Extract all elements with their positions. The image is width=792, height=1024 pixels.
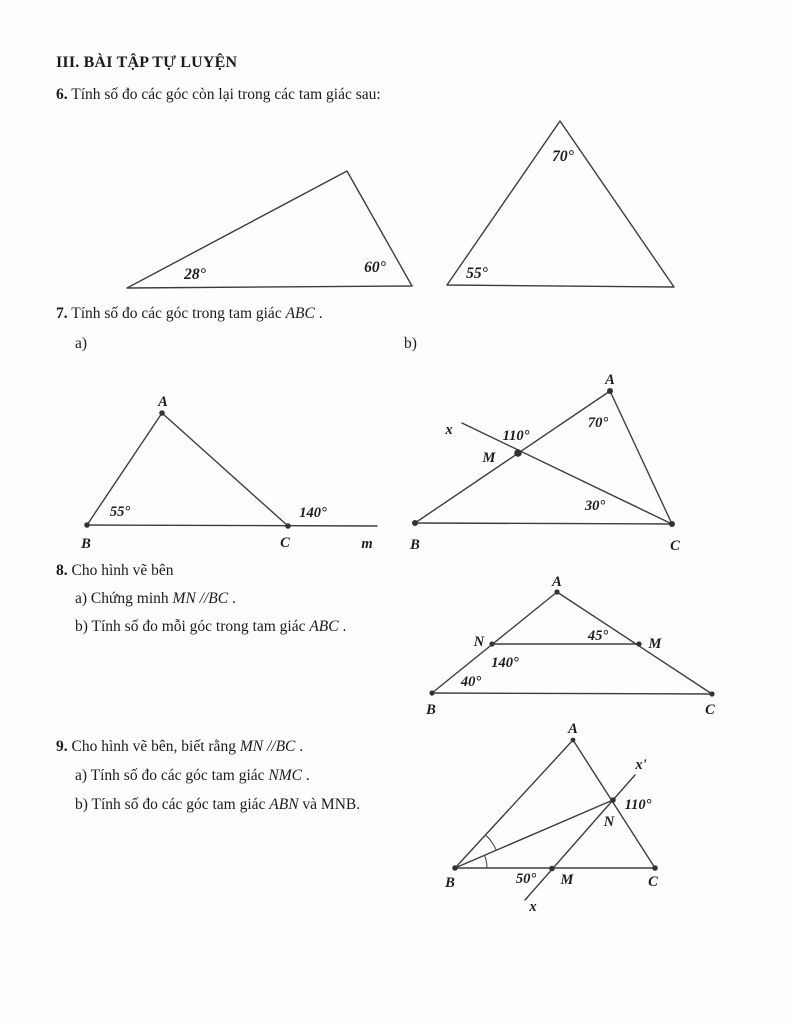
angle-55-label: 55° — [466, 265, 488, 282]
angle-40-label: 40° — [460, 674, 482, 690]
fig6-left-triangle — [95, 160, 425, 295]
vertex-dot-b — [412, 520, 418, 526]
part-b-suffix: . — [338, 618, 347, 635]
fig7b-triangle-abc — [395, 362, 695, 562]
point-dot-n — [610, 797, 616, 803]
part-b-prefix: b) Tính số đo mỗi góc trong tam giác — [75, 618, 310, 635]
angle-70-label: 70° — [587, 415, 609, 431]
problem6-number: 6. — [56, 86, 68, 103]
vertex-dot-c — [709, 691, 714, 696]
problem7-text: Tính số đo các góc trong tam giác — [67, 305, 286, 322]
fig8-triangle-abc-with-nm — [415, 572, 735, 722]
vertex-dot-a — [571, 738, 576, 743]
problem6-text: Tính số đo các góc còn lại trong các tam giác sau: — [67, 86, 381, 103]
line-x-xprime — [525, 775, 635, 900]
angle-50-label: 50° — [515, 871, 537, 887]
part-b-math: ABN — [269, 796, 299, 813]
line-b-to-a — [415, 391, 610, 523]
segment-bn — [455, 800, 613, 868]
angle-140-label: 140° — [491, 655, 519, 671]
side-bc — [415, 523, 672, 524]
angle-140-label: 140° — [299, 505, 327, 521]
fig9-triangle-abc-with-transversal — [428, 715, 700, 925]
base-line-bcm — [87, 525, 377, 526]
angle-110-label: 110° — [624, 797, 652, 813]
part-a-prefix: a) Tính số đo các góc tam giác — [75, 767, 269, 784]
point-dot-n — [489, 641, 494, 646]
angle-60-label: 60° — [364, 259, 386, 276]
angle-45-label: 45° — [587, 628, 609, 644]
problem9-statement — [56, 737, 303, 756]
fig6-right-triangle — [440, 112, 690, 294]
problem7-number: 7. — [56, 305, 68, 322]
vertex-c-label: C — [670, 538, 680, 554]
vertex-c-label: C — [705, 702, 715, 718]
problem9-suffix: . — [295, 738, 304, 755]
vertex-dot-b — [429, 690, 434, 695]
problem7-part-a-label: a) — [75, 335, 88, 352]
part-b-suffix: và MNB. — [298, 796, 361, 813]
problem9-text: Cho hình vẽ bên, biết rằng — [67, 738, 240, 755]
part-a-math: NMC — [268, 767, 302, 784]
point-dot-m — [514, 449, 522, 457]
problem9-part-b — [75, 795, 360, 814]
vertex-a-label: A — [158, 394, 168, 410]
angle-30-label: 30° — [584, 498, 606, 514]
vertex-dot-a — [159, 410, 165, 416]
vertex-a-label: A — [605, 372, 615, 388]
vertex-b-label: B — [410, 537, 420, 553]
vertex-dot-b — [452, 865, 458, 871]
vertex-b-label: B — [426, 702, 436, 718]
vertex-c-label: C — [280, 535, 290, 551]
vertex-b-label: B — [81, 536, 91, 552]
side-ac — [610, 391, 672, 524]
angle-arc-abn — [485, 835, 496, 850]
point-m-label: M — [560, 872, 574, 888]
problem7-suffix: . — [314, 305, 323, 322]
problem7-statement — [56, 304, 323, 323]
point-n-label: N — [473, 634, 485, 650]
angle-70-label: 70° — [552, 148, 574, 165]
ray-x-label: x — [529, 899, 537, 915]
part-b-prefix: b) Tính số đo các góc tam giác — [75, 796, 270, 813]
vertex-dot-c — [652, 865, 658, 871]
angle-28-label: 28° — [184, 266, 206, 283]
problem8-part-b — [75, 617, 346, 636]
angle-110-label: 110° — [502, 428, 530, 444]
vertex-a-label: A — [552, 574, 562, 590]
part-a-prefix: a) Chứng minh — [75, 590, 173, 607]
vertex-dot-a — [607, 388, 613, 394]
vertex-dot-c — [285, 523, 291, 529]
point-n-label: N — [603, 814, 615, 830]
side-ac — [162, 413, 288, 526]
part-a-math: MN //BC — [172, 590, 229, 607]
section-header: III. BÀI TẬP TỰ LUYỆN — [56, 54, 238, 71]
problem9-math: MN //BC — [239, 738, 296, 755]
point-dot-m — [549, 866, 555, 872]
point-m-label: M — [482, 450, 496, 466]
part-a-suffix: . — [302, 767, 310, 784]
point-dot-m — [636, 641, 641, 646]
side-ab — [455, 740, 573, 868]
problem7-part-b-label: b) — [404, 335, 417, 352]
ray-xprime-label: x' — [635, 757, 647, 773]
problem7-math: ABC — [285, 305, 315, 322]
vertex-dot-c — [669, 521, 675, 527]
part-b-math: ABC — [309, 618, 339, 635]
problem9-part-a — [75, 766, 310, 785]
fig7a-triangle-abc — [60, 385, 390, 560]
problem8-text: Cho hình vẽ bên — [67, 562, 174, 579]
ray-m-label: m — [361, 536, 373, 552]
vertex-a-label: A — [568, 721, 578, 737]
ray-x-label: x — [445, 422, 453, 438]
problem8-part-a — [75, 589, 236, 608]
side-ab — [432, 592, 557, 693]
problem8-number: 8. — [56, 562, 68, 579]
vertex-c-label: C — [648, 874, 658, 890]
angle-55-label: 55° — [109, 504, 131, 520]
line-c-to-x — [462, 423, 672, 524]
point-m-label: M — [648, 636, 662, 652]
problem9-number: 9. — [56, 738, 68, 755]
problem6-statement — [56, 85, 381, 104]
angle-arc-nbc — [484, 855, 487, 868]
side-bc — [432, 693, 712, 694]
problem8-statement — [56, 561, 174, 580]
part-a-suffix: . — [228, 590, 236, 607]
vertex-dot-a — [554, 589, 559, 594]
triangle-outline — [447, 121, 674, 287]
vertex-dot-b — [84, 522, 90, 528]
side-ac — [557, 592, 712, 694]
vertex-b-label: B — [445, 875, 455, 891]
